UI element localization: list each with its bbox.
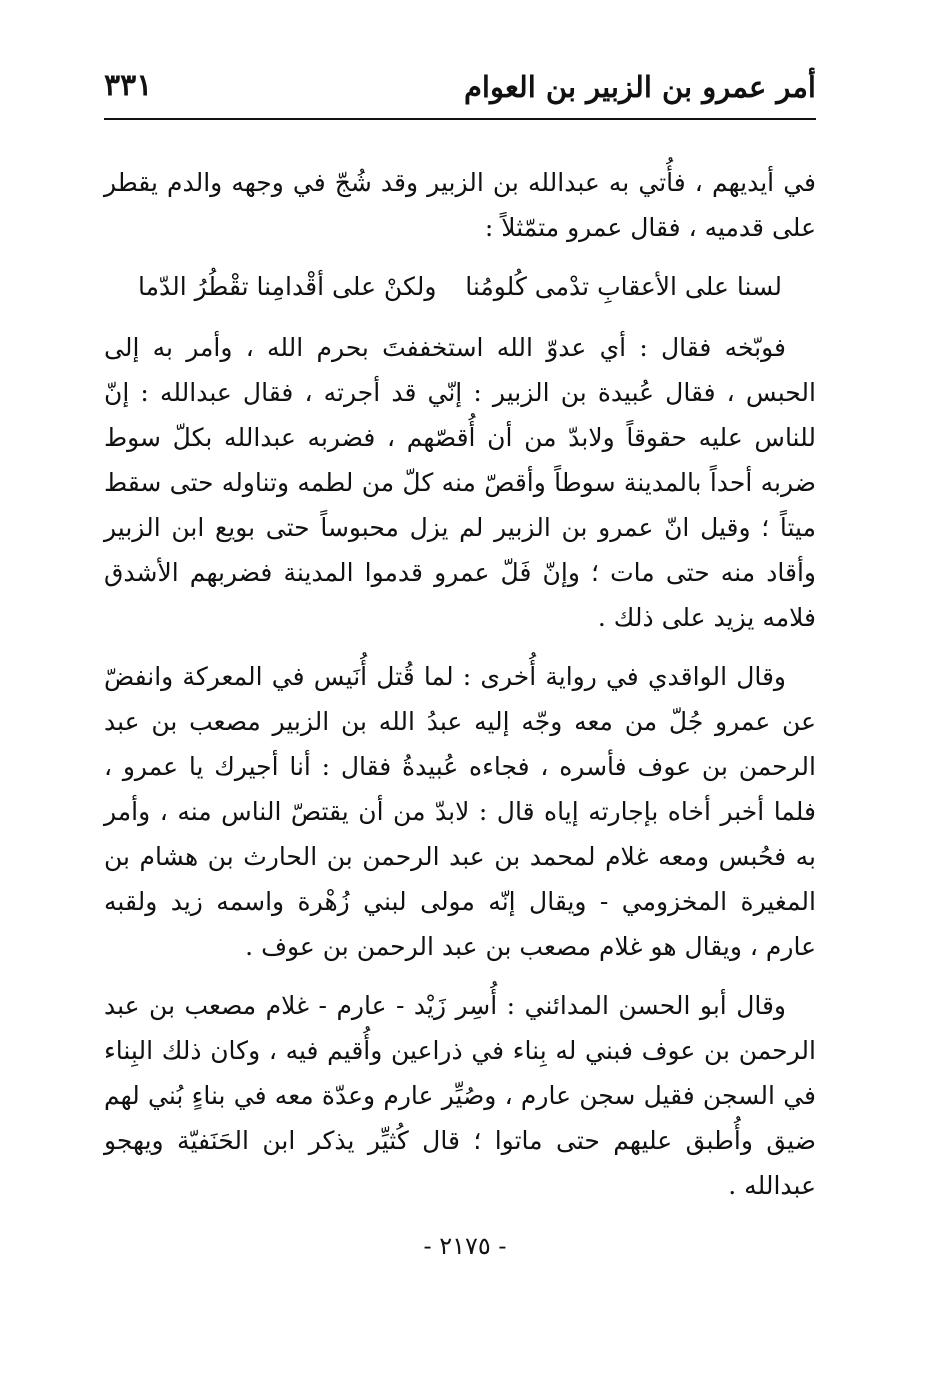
paragraph: وقال الواقدي في رواية أُخرى : لما قُتل أُنَيس في المعركة وانفضّ عن عمرو جُلّ من معه وجّه إليه عبدُ الله بن الزبير مصعب بن عبد الرحمن بن عوف فأسره ، فجاءه عُبيدةُ فقال : أنا أجيرك يا عمرو ، فلما أخبر أخاه بإجارته إياه قال : لابدّ من أن يقتصّ الناس منه ، وأمر به فحُبس ومعه غلام لمحمد بن عبد الرحمن بن الحارث بن هشام بن المغيرة المخزومي - ويقال إنّه مولى لبني زُهْرة واسمه زيد ولقبه عارم ، ويقال هو غلام مصعب بن عبد الرحمن بن عوف . xyxy=(104,662,816,961)
paragraph: في أيديهم ، فأُتي به عبدالله بن الزبير وقد شُجّ في وجهه والدم يقطر على قدميه ، فقال عمرو متمّثلاً : xyxy=(104,168,816,242)
verse-second-hemistich: ولكنْ على أقْدامِنا تقْطُرُ الدّما xyxy=(138,272,437,301)
poem-verse xyxy=(104,264,816,309)
paragraph: وقال أبو الحسن المدائني : أُسِر زَيْد - عارم - غلام مصعب بن عبد الرحمن بن عوف فبني له بِناء في ذراعين وأُقيم فيه ، وكان ذلك البِناء في السجن فقيل سجن عارم ، وصُيِّر عارم وعدّة معه في بناءٍ بُني لهم ضيق وأُطبق عليهم حتى ماتوا ؛ قال كُثيِّر يذكر ابن الحَنَفيّة ويهجو عبدالله . xyxy=(104,991,816,1200)
body-text xyxy=(104,160,816,1222)
page-number: ٣٣١ xyxy=(104,68,153,103)
running-header xyxy=(104,60,816,120)
verse-first-hemistich: لسنا على الأعقابِ تدْمى كُلومُنا xyxy=(465,272,782,301)
paragraph: فوبّخه فقال : أي عدوّ الله استخففتَ بحرم الله ، وأمر به إلى الحبس ، فقال عُبيدة بن الزبير : إنّي قد أجرته ، فقال عبدالله : إنّ للناس عليه حقوقاً ولابدّ من أن أُقصّهم ، فضربه عبدالله بكلّ سوط ضربه أحداً بالمدينة سوطاً وأقصّ منه كلّ من لطمه وتناوله حتى سقط ميتاً ؛ وقيل انّ عمرو بن الزبير لم يزل محبوساً حتى بويع ابن الزبير وأقاد منه حتى مات ؛ وإنّ فَلّ عمرو قدموا المدينة فضربهم الأشدق فلامه يزيد على ذلك . xyxy=(104,333,816,632)
header-title: أمر عمرو بن الزبير بن العوام xyxy=(463,70,816,104)
header-rule xyxy=(104,118,816,120)
footer-page-marker: - ٢١٧٥ - xyxy=(423,1232,507,1260)
